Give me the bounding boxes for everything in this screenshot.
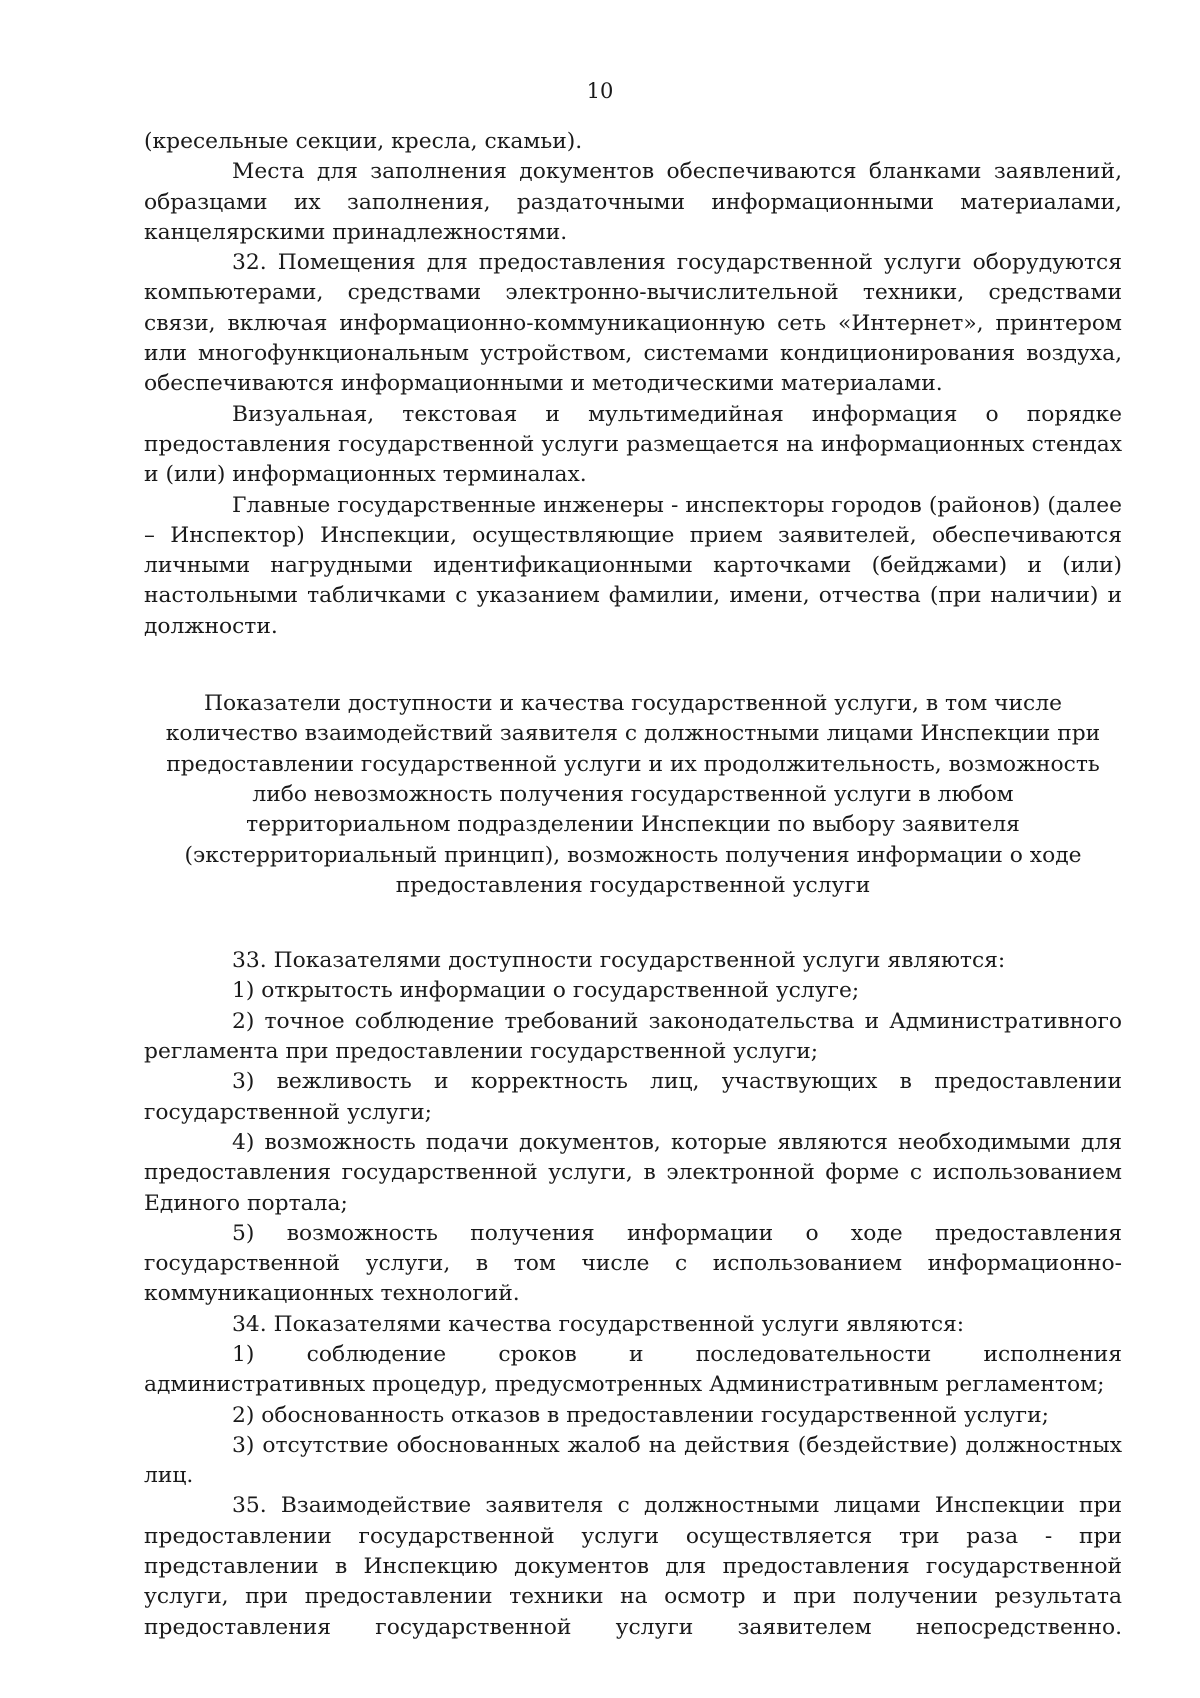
paragraph-33-accessibility: 33. Показателями доступности государственной услуги являются: xyxy=(232,948,1006,974)
list-item-33-4: 4) возможность подачи документов, которые являются необходимыми для предоставления государственной услуги, в электронной форме с использованием Единого портала; xyxy=(144,1129,1122,1216)
list-item-34-1: 1) соблюдение сроков и последовательности исполнения административных процедур, предусмотренных Административным регламентом; xyxy=(144,1341,1122,1398)
list-item-33-5: 5) возможность получения информации о ходе предоставления государственной услуги, в том числе с использованием информационно-коммуникационных технологий. xyxy=(144,1220,1122,1307)
list-item-33-2: 2) точное соблюдение требований законодательства и Административного регламента при предоставлении государственной услуги; xyxy=(144,1008,1122,1065)
spacer xyxy=(144,901,1122,946)
paragraph-document-forms: Места для заполнения документов обеспечиваются бланками заявлений, образцами их заполнения, раздаточными информационными материалами, канцелярскими принадлежностями. xyxy=(144,159,1122,245)
paragraph-32-equipment: 32. Помещения для предоставления государственной услуги оборудуются компьютерами, средствами электронно-вычислительной техники, средствами связи, включая информационно-коммуникационную сеть «Интернет», принтером или многофункциональным устройством, системами кондиционирования воздуха, обеспечиваются информационными и методическими материалами. xyxy=(144,250,1122,397)
paragraph-34-quality: 34. Показателями качества государственной услуги являются: xyxy=(232,1311,965,1337)
page-number: 10 xyxy=(586,79,614,103)
paragraph-visual-information: Визуальная, текстовая и мультимедийная информация о порядке предоставления государственной услуги размещается на информационных стендах и (или) информационных терминалах. xyxy=(144,401,1122,488)
spacer xyxy=(144,642,1122,689)
document-body xyxy=(144,127,1122,1643)
list-item-33-3: 3) вежливость и корректность лиц, участвующих в предоставлении государственной услуги; xyxy=(144,1069,1122,1125)
paragraph-inspectors-badges: Главные государственные инженеры - инспекторы городов (районов) (далее – Инспектор) Инспекции, осуществляющие прием заявителей, обеспечиваются личными нагрудными идентификационными карточками (бейджами) и (или) настольными табличками с указанием фамилии, имени, отчества (при наличии) и должности. xyxy=(144,492,1122,639)
section-heading: Показатели доступности и качества государственной услуги, в том числе количество взаимодействий заявителя с должностными лицами Инспекции при предоставлении государственной услуги и их продолжительность, возможность либо невозможность получения государственной услуги в любом территориальном подразделении Инспекции по выбору заявителя (экстерриториальный принцип), возможность получения информации о ходе предоставления государственной услуги xyxy=(165,691,1101,898)
paragraph-continuation: (кресельные секции, кресла, скамьи). xyxy=(144,129,583,154)
paragraph-35-interaction: 35. Взаимодействие заявителя с должностными лицами Инспекции при предоставлении государственной услуги осуществляется три раза - при представлении в Инспекцию документов для предоставления государственной услуги, при предоставлении техники на осмотр и при получении результата предоставления государственной услуги заявителем непосредственно. xyxy=(144,1493,1122,1640)
list-item-34-3: 3) отсутствие обоснованных жалоб на действия (бездействие) должностных лиц. xyxy=(144,1432,1122,1489)
list-item-33-1: 1) открытость информации о государственной услуге; xyxy=(232,978,860,1004)
list-item-34-2: 2) обоснованность отказов в предоставлении государственной услуги; xyxy=(232,1402,1049,1428)
